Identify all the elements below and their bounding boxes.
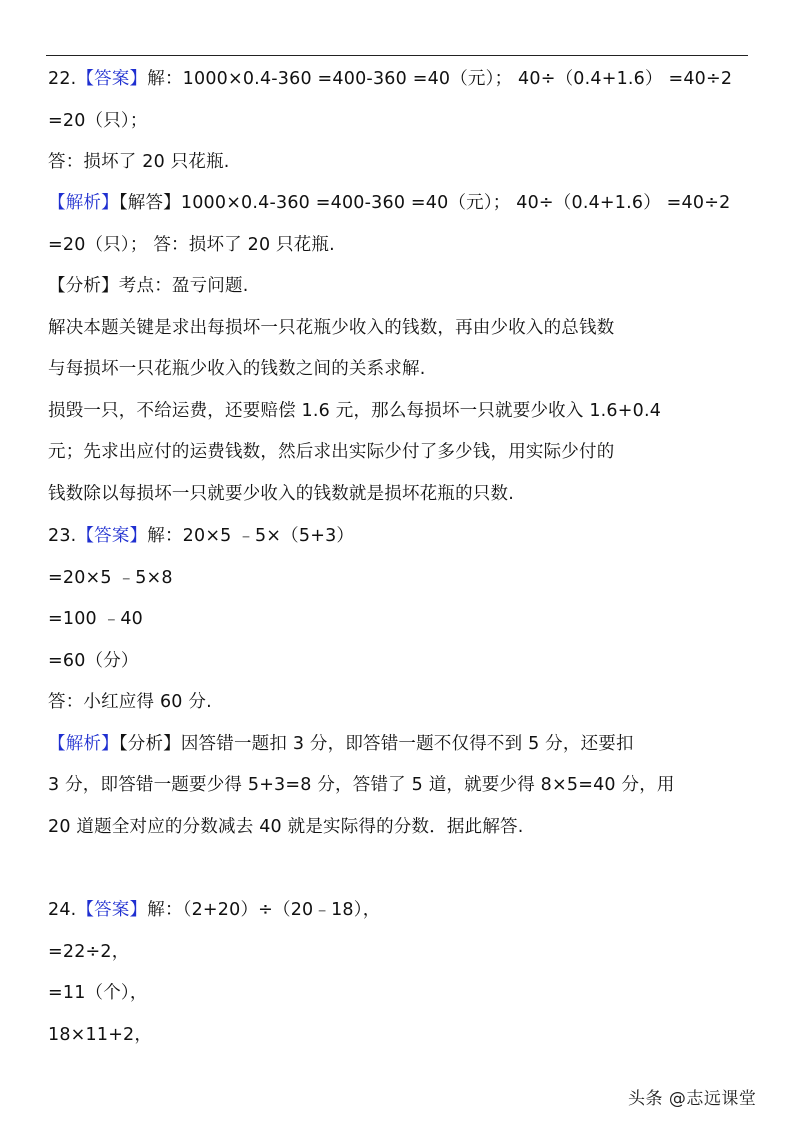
q23-line7: 3 分，即答错一题要少得 5+3=8 分，答错了 5 道，就要少得 8×5=40 分，用 xyxy=(48,775,675,795)
q23-line3: =100 ﹣40 xyxy=(48,609,143,629)
q22-line2: =20（只）； xyxy=(48,111,148,131)
answer-tag: 【答案】 xyxy=(76,900,148,920)
q24-line2: =22÷2， xyxy=(48,942,130,962)
answer-tag: 【答案】 xyxy=(76,526,148,546)
q23-line8: 20 道题全对应的分数减去 40 就是实际得的分数．据此解答. xyxy=(48,817,524,837)
analysis-tag: 【解析】 xyxy=(48,734,119,754)
q22-line8: 与每损坏一只花瓶少收入的钱数之间的关系求解. xyxy=(48,359,426,379)
q22-line9: 损毁一只，不给运费，还要赔偿 1.6 元，那么每损坏一只就要少收入 1.6+0.4 xyxy=(48,401,662,421)
q23-line6: 【解析】【分析】因答错一题扣 3 分，即答错一题不仅得不到 5 分，还要扣 xyxy=(48,734,634,754)
watermark: 头条 @志远课堂 xyxy=(628,1089,757,1109)
q23-line4: =60（分） xyxy=(48,651,139,671)
q24-line4: 18×11+2， xyxy=(48,1025,153,1045)
q22-line10: 元；先求出应付的运费钱数，然后求出实际少付了多少钱，用实际少付的 xyxy=(48,442,615,462)
q22-line4: 【解析】【解答】1000×0.4-360 =400-360 =40（元）； 40÷（0.4+1.6） =40÷2 xyxy=(48,193,731,213)
q23-line2: =20×5 ﹣5×8 xyxy=(48,568,173,588)
q22-line7: 解决本题关键是求出每损坏一只花瓶少收入的钱数，再由少收入的总钱数 xyxy=(48,318,615,338)
q22-line5: =20（只）； 答：损坏了 20 只花瓶. xyxy=(48,235,335,255)
q22-line6: 【分析】考点：盈亏问题. xyxy=(48,276,249,296)
q24-line1: 24.【答案】解：（2+20）÷（20﹣18）， xyxy=(48,900,381,920)
header-rule xyxy=(46,55,748,56)
answer-tag: 【答案】 xyxy=(76,69,148,89)
q22-number: 22. xyxy=(48,69,77,89)
analysis-tag: 【解析】 xyxy=(48,193,119,213)
q22-line3: 答：损坏了 20 只花瓶. xyxy=(48,152,230,172)
q24-line3: =11（个）， xyxy=(48,983,148,1003)
q22-line1: 22.【答案】解：1000×0.4-360 =400-360 =40（元）； 40÷（0.4+1.6） =40÷2 xyxy=(48,69,733,89)
q24-number: 24. xyxy=(48,900,77,920)
q23-line5: 答：小红应得 60 分. xyxy=(48,692,212,712)
q22-line11: 钱数除以每损坏一只就要少收入的钱数就是损坏花瓶的只数. xyxy=(48,484,514,504)
q23-line1: 23.【答案】解：20×5 ﹣5×（5+3） xyxy=(48,526,355,546)
q23-number: 23. xyxy=(48,526,77,546)
